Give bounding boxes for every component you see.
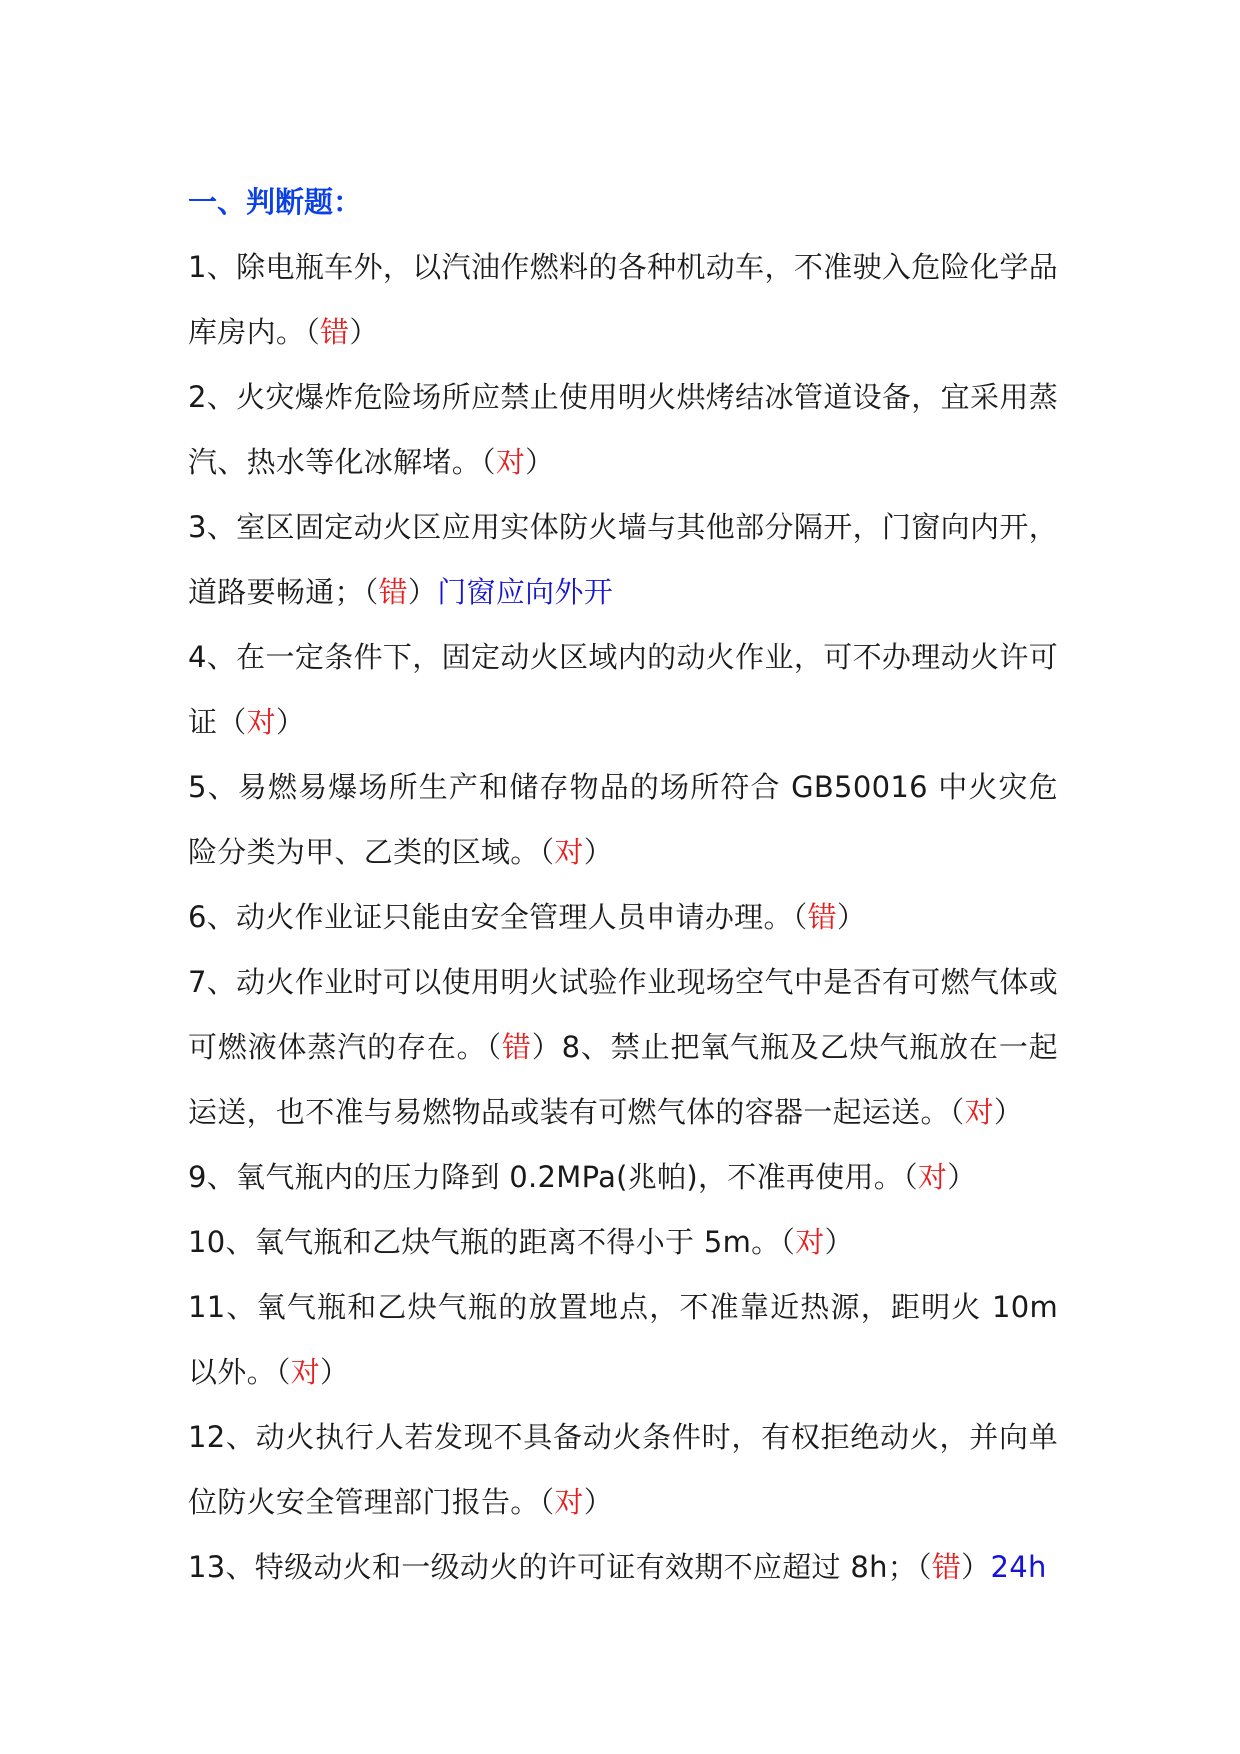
- answer-mark: 对: [917, 1160, 948, 1194]
- answer-close: ）: [531, 1030, 562, 1064]
- answer-mark: 对: [290, 1355, 321, 1389]
- answer-close: ）: [275, 705, 306, 739]
- question-text: 9、氧气瓶内的压力降到 0.2MPa(兆帕)，不准再使用。（: [188, 1160, 918, 1194]
- answer-close: ）: [349, 315, 379, 349]
- answer-close: ）: [836, 900, 867, 934]
- section-title: 一、判断题：: [188, 185, 363, 219]
- answer-close: ）: [525, 445, 555, 479]
- answer-close: ）: [583, 1485, 614, 1519]
- document-page: [188, 170, 1058, 1600]
- question-6: [188, 885, 1058, 950]
- question-13: [188, 1535, 1058, 1600]
- answer-close: ）: [407, 575, 438, 609]
- answer-close: ）: [961, 1550, 991, 1584]
- question-text: 6、动火作业证只能由安全管理人员申请办理。（: [188, 900, 808, 934]
- question-text: 11、氧气瓶和乙炔气瓶的放置地点，不准靠近热源，距明火 10m 以外。（: [188, 1290, 1058, 1389]
- correction-note: 门窗应向外开: [437, 575, 614, 609]
- question-text: 13、特级动火和一级动火的许可证有效期不应超过 8h；（: [188, 1550, 932, 1584]
- question-text: 4、在一定条件下，固定动火区域内的动火作业，可不办理动火许可证（: [188, 640, 1058, 739]
- question-3: [188, 495, 1058, 625]
- answer-close: ）: [320, 1355, 350, 1389]
- answer-mark: 错: [378, 575, 408, 609]
- question-text: 2、火灾爆炸危险场所应禁止使用明火烘烤结冰管道设备，宜采用蒸汽、热水等化冰解堵。（: [188, 380, 1058, 479]
- answer-close: ）: [947, 1160, 977, 1194]
- question-text: 12、动火执行人若发现不具备动火条件时，有权拒绝动火，并向单位防火安全管理部门报告。（: [188, 1420, 1058, 1519]
- answer-close: ）: [824, 1225, 854, 1259]
- answer-mark: 对: [795, 1225, 825, 1259]
- question-7-8: [188, 950, 1058, 1145]
- answer-close: ）: [993, 1095, 1024, 1129]
- correction-note: 24h: [990, 1550, 1047, 1584]
- question-text: 8、禁止把氧气瓶及乙炔气瓶放在一起运送，也不准与易燃物品或装有可燃气体的容器一起运送。（: [188, 1030, 1058, 1129]
- question-12: [188, 1405, 1058, 1535]
- question-2: [188, 365, 1058, 495]
- question-text: 7、动火作业时可以使用明火试验作业现场空气中是否有可燃气体或可燃液体蒸汽的存在。（: [188, 965, 1058, 1064]
- question-10: [188, 1210, 1058, 1275]
- question-9: [188, 1145, 1058, 1210]
- answer-mark: 错: [320, 315, 350, 349]
- answer-mark: 对: [554, 835, 584, 869]
- question-1: [188, 235, 1058, 365]
- answer-mark: 错: [501, 1030, 532, 1064]
- question-11: [188, 1275, 1058, 1405]
- answer-mark: 错: [807, 900, 837, 934]
- question-5: [188, 755, 1058, 885]
- answer-mark: 错: [931, 1550, 962, 1584]
- question-text: 1、除电瓶车外，以汽油作燃料的各种机动车，不准驶入危险化学品库房内。（: [188, 250, 1058, 349]
- answer-mark: 对: [554, 1485, 584, 1519]
- question-4: [188, 625, 1058, 755]
- answer-close: ）: [583, 835, 614, 869]
- question-text: 5、易燃易爆场所生产和储存物品的场所符合 GB50016 中火灾危险分类为甲、乙类的区域。（: [188, 770, 1058, 869]
- answer-mark: 对: [246, 705, 276, 739]
- question-text: 10、氧气瓶和乙炔气瓶的距离不得小于 5m。（: [188, 1225, 796, 1259]
- question-text: 3、室区固定动火区应用实体防火墙与其他部分隔开，门窗向内开，道路要畅通；（: [188, 510, 1058, 609]
- answer-mark: 对: [495, 445, 526, 479]
- answer-mark: 对: [964, 1095, 994, 1129]
